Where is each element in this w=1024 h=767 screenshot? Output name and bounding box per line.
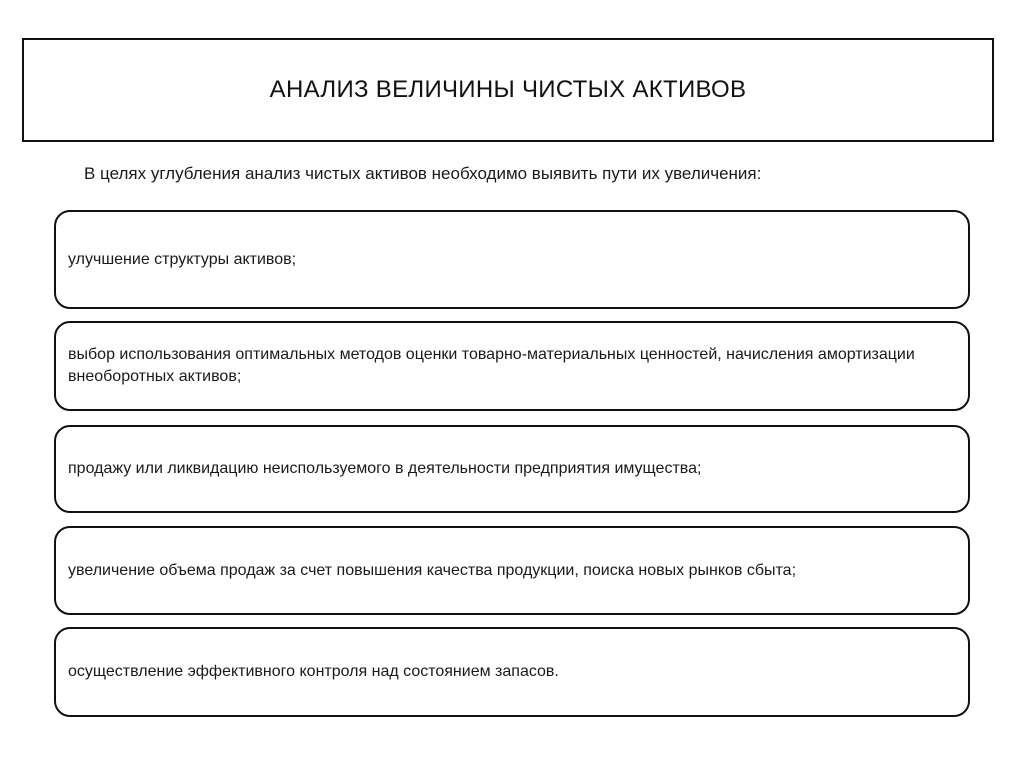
list-item-sales-growth <box>54 526 970 615</box>
intro-text: В целях углубления анализ чистых активов необходимо выявить пути их увеличения: <box>84 164 762 183</box>
list-item-structure <box>54 210 970 309</box>
list-item-text: осуществление эффективного контроля над состоянием запасов. <box>68 663 559 680</box>
list-item-text: продажу или ликвидацию неиспользуемого в деятельности предприятия имущества; <box>68 460 702 477</box>
list-item-valuation-methods <box>54 321 970 411</box>
list-item-text: выбор использования оптимальных методов оценки товарно-материальных ценностей, начисления амортизации внеоборотных активов; <box>68 346 915 385</box>
list-item-inventory-control <box>54 627 970 717</box>
list-item-text: увеличение объема продаж за счет повышения качества продукции, поиска новых рынков сбыта; <box>68 561 797 579</box>
title-box <box>22 38 994 142</box>
page-title: АНАЛИЗ ВЕЛИЧИНЫ ЧИСТЫХ АКТИВОВ <box>269 76 747 103</box>
list-item-sale-of-property <box>54 425 970 513</box>
list-item-text: улучшение структуры активов; <box>68 250 297 268</box>
